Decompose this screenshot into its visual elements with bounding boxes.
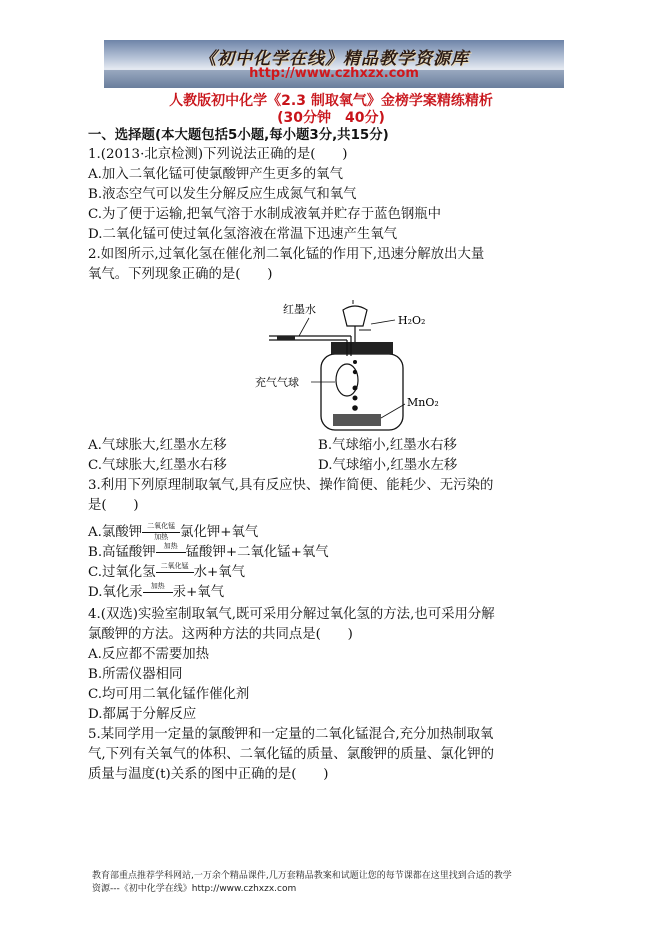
banner-url[interactable]: http://www.czhxzx.com [249,66,419,81]
q3-c-reactant: C.过氧化氢 [88,565,156,580]
label-balloon: 充气气球 [255,376,299,389]
q1-option-b: B.液态空气可以发生分解反应生成氮气和氧气 [88,187,357,202]
q3-stem-line2: 是( ) [88,498,139,513]
q2-option-b: B.气球缩小,红墨水右移 [318,438,457,453]
q4-option-c: C.均可用二氧化锰作催化剂 [88,687,250,702]
condition-above: 加热 [163,542,178,550]
droplet [352,405,358,411]
balloon [336,364,358,396]
document-subtitle: (30分钟 40分) [277,110,385,126]
q4-stem-line2: 氯酸钾的方法。这两种方法的共同点是( ) [88,627,353,642]
q5-stem-line3: 质量与温度(t)关系的图中正确的是( ) [88,767,329,782]
q3-option-d [88,584,224,602]
q3-b-reactant: B.高锰酸钾 [88,545,156,560]
q3-a-products: 氯化钾+氧气 [180,525,259,540]
q3-d-reactant: D.氧化汞 [88,585,143,600]
dropping-funnel [343,306,367,326]
reaction-arrow [156,564,194,582]
label-mno2: MnO₂ [407,396,439,409]
q1-stem: 1.(2013·北京检测)下列说法正确的是( ) [88,147,348,162]
reaction-arrow [156,544,186,562]
h2o2-leader [371,320,395,324]
q1-option-a: A.加入二氧化锰可使氯酸钾产生更多的氧气 [88,167,343,182]
reaction-arrow [143,584,173,602]
condition-below: 加热 [154,533,169,541]
footer-line1: 教育部重点推荐学科网站,一万余个精品课件,几万套精品教案和试题让您的每节课都在这里找到合适的教学 [92,871,512,881]
q5-stem-line2: 气,下列有关氧气的体积、二氧化锰的质量、氯酸钾的质量、氯化钾的 [88,747,494,762]
apparatus-figure [255,296,455,434]
q2-stem-line2: 氧气。下列现象正确的是( ) [88,267,273,282]
q4-option-d: D.都属于分解反应 [88,707,197,722]
q3-a-reactant: A.氯酸钾 [88,525,143,540]
q2-stem-line1: 2.如图所示,过氧化氢在催化剂二氧化锰的作用下,迅速分解放出大量 [88,247,485,262]
droplet [353,370,357,374]
droplet [353,386,358,391]
q3-option-c [88,564,245,582]
q3-option-a [88,524,258,542]
droplet [353,360,357,364]
q4-option-a: A.反应都不需要加热 [88,647,210,662]
q2-option-c: C.气球胀大,红墨水右移 [88,458,227,473]
section-heading: 一、选择题(本大题包括5小题,每小题3分,共15分) [88,128,389,143]
document-title: 人教版初中化学《2.3 制取氧气》金榜学案精练精析 [169,93,493,109]
ink-leader [299,318,309,336]
q5-stem-line1: 5.某同学用一定量的氯酸钾和一定量的二氧化锰混合,充分加热制取氧 [88,727,494,742]
banner-slogan: 《初中化学在线》精品教学资源库 [199,49,469,69]
q3-c-products: 水+氧气 [193,565,245,580]
mno2-leader [381,404,405,418]
condition-above: 二氧化锰 [147,522,176,530]
condition-above: 二氧化锰 [160,562,189,570]
q3-stem-line1: 3.利用下列原理制取氧气,具有反应快、操作简便、能耗少、无污染的 [88,478,494,493]
footer-line2: 资源---《初中化学在线》http://www.czhxzx.com [92,884,297,894]
bottle-stopper [331,342,393,354]
q1-option-d: D.二氧化锰可使过氧化氢溶液在常温下迅速产生氧气 [88,227,398,242]
q2-option-d: D.气球缩小,红墨水左移 [318,458,458,473]
q3-option-b [88,544,329,562]
q4-option-b: B.所需仪器相同 [88,667,183,682]
header-banner [104,40,564,88]
condition-above: 加热 [150,582,165,590]
red-ink-drop [277,336,295,340]
q3-b-products: 锰酸钾+二氧化锰+氧气 [185,545,329,560]
q2-option-a: A.气球胀大,红墨水左移 [88,438,227,453]
q4-stem-line1: 4.(双选)实验室制取氧气,既可采用分解过氧化氢的方法,也可采用分解 [88,607,495,622]
q1-option-c: C.为了便于运输,把氧气溶于水制成液氧并贮存于蓝色钢瓶中 [88,207,442,222]
q3-d-products: 汞+氧气 [172,585,225,600]
droplet [353,396,358,401]
mno2-layer [333,414,381,426]
label-red-ink: 红墨水 [283,303,316,316]
label-h2o2: H₂O₂ [398,314,426,327]
reaction-arrow [142,524,180,542]
